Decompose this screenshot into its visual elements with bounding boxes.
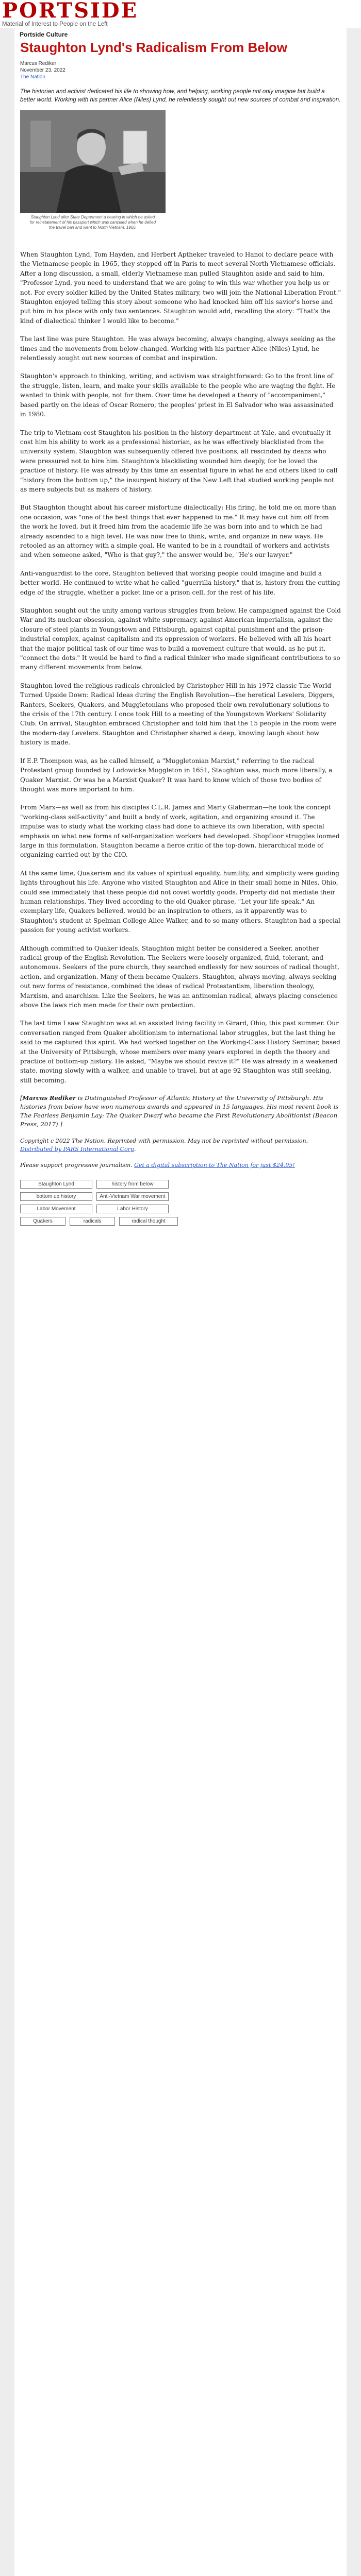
body-paragraph: The last time I saw Staughton was at an assisted living facility in Girard, Ohio, this past summer. Our conversation ranged from Quaker abolitionism to international labor struggles, but the last thing he said to me captured this spirit. We had worked together on the Working-Class History Seminar, based at the University of Pittsburgh, whose members over many years explored in depth the theory and practice of bottom-up history. He asked, "Maybe we should revive it?" He was already in a weakened state, moving slowly with a walker, and unable to travel, but at age 92 Staughton was still seeking, still becoming. [20,1020,340,1084]
body-paragraph: Staughton loved the religious radicals chronicled by Christopher Hill in his 1972 classic The World Turned Upside Down: Radical Ideas during the English Revolution—the heretical Levelers, Diggers, Ranters, Seekers, Quakers, and Muggletonians who proposed their own revolutionary solutions to the crisis of the 17th century. I once took Hill to a meeting of the Youngstown Workers' Solidarity Club. On arrival, Staughton embraced Christopher and told him that the 15 people in the room were the modern-day Levelers. Staughton and Christopher shared a deep, knowing laugh about how history is made. [20,682,337,747]
body-paragraph: Staughton's approach to thinking, writing, and activism was straightforward: Go to the front line of the struggle, listen, learn, and make your skills available to the people who are waging the fight. He wanted to think with people, not for them. Over time he developed a theory of "accompaniment," based partly on the ideas of Oscar Romero, the peoples' priest in El Salvador who was assassinated in 1980. [20,372,336,418]
body-paragraph: Staughton sought out the unity among various struggles from below. He campaigned against the Cold War and its nuclear obsession, against white supremacy, against American imperialism, against the closure of steel plants in Youngstown and Pittsburgh, against capital punishment and the prison-industrial complex, against capitalism and its oppression of workers. He believed with all his heart that the major political task of our time was to build a movement culture that would, as he put it, "connect the dots." It would be hard to find a radical thinker who made significant contributions to so many different movements from below. [20,607,341,671]
support-notice [20,1161,341,1170]
body-paragraph: The last line was pure Staughton. He was always becoming, always changing, always seeking as the times and the movements from below changed. Working with his partner Alice (Niles) Lynd, he relentlessly sought out new sources of combat and inspiration. [20,335,336,362]
tag-bottom-up-history[interactable]: bottom up history [20,1192,92,1201]
article-date: November 23, 2022 [20,67,65,73]
body-paragraph: Anti-vanguardist to the core, Staughton believed that working people could imagine and build a better world. He continued to write what he called "guerrilla history," that is, history from the cutting edge of the struggle, whether a picket line or a prison cell, for the rest of his life. [20,569,340,596]
tag-quakers[interactable]: Quakers [20,1217,65,1226]
article-photo [20,110,166,213]
tag-labor-history[interactable]: Labor History [96,1205,169,1213]
tag-list [20,1180,186,1226]
article-dek: The historian and activist dedicated his life to showing how, and helping, working people not only imagine but build a better world. Working with his partner Alice (Niles) Lynd, he relentlessly sought out new sources of combat and inspiration. [20,89,341,103]
article-photo-caption: Staughton Lynd after State Department a hearing in which he asked for reinstatement of his passport which was canceled when he defied the travel ban and went to North Vietnam, 1966. [29,215,156,230]
article-publication-link[interactable]: The Nation [20,74,45,80]
body-paragraph: When Staughton Lynd, Tom Hayden, and Herbert Aptheker traveled to Hanoi to declare peace with the Vietnamese people in 1965, they stopped off in Paris to meet several North Vietnamese officials. After a long discussion, a small, elderly Vietnamese man pulled Staughton aside and said to him, "Professor Lynd, you need to understand that we are going to win this war whether you help us or not. For every soldier killed by the United States military, two will join the National Liberation Front." Staughton enjoyed telling this story about someone who had knocked him off his savior's horse and put him in his place with only two sentences. Staughton would add, recalling the story: "That's the kind of dialectical thinker I would like to become." [20,251,341,325]
copyright-notice [20,1137,341,1153]
subscribe-link[interactable]: Get a digital subscription to The Nation for just $24.95! [134,1162,295,1169]
pars-link[interactable]: Distributed by PARS International Corp [20,1145,134,1153]
author-bio-name: Marcus Rediker [22,1094,76,1102]
tag-history-from-below[interactable]: history from below [96,1180,169,1189]
support-text: Please support progressive journalism. [20,1162,135,1169]
masthead-tagline: Material of Interest to People on the Left [2,21,108,27]
tag-labor-movement[interactable]: Labor Movement [20,1205,92,1213]
section-label: Portside Culture [20,31,68,38]
tag-radical-thought[interactable]: radical thought [119,1217,178,1226]
author-bio: [Marcus Rediker is Distinguished Professor of Atlantic History at the University of Pittsburgh. His histories from below have won numerous awards and appeared in 15 languages. His most recent book is The Fearless Benjamin Lay: The Quaker Dwarf who became the First Revolutionary Abolitionist (Beacon Press, 2017).] [20,1094,339,1128]
masthead [0,0,361,28]
body-paragraph: But Staughton thought about his career misfortune dialectically: His firing, he told me on more than one occasion, was "one of the best things that ever happened to me." It may have cut him off from the work he loved, but it freed him from the academic life he was born into and to which he had already ascended to a high level. He was now free to think, write, and organize in new ways. He retooled as an attorney with a simple goal. He wanted to be in a roundtail of workers and activists and when someone asked, "Who is that guy?," the answer would be, "He's our lawyer." [20,504,336,559]
tag-staughton-lynd[interactable]: Staughton Lynd [20,1180,92,1189]
masthead-logo[interactable]: PORTSIDE [2,0,138,23]
author-bio-text: is Distinguished Professor of Atlantic History at the University of Pittsburgh. His histories from below have won numerous awards and appeared in 15 languages. His most recent book is The Fearless Benjamin Lay: The Quaker Dwarf who became the First Revolutionary Abolitionist (Beacon Press, 2017). [20,1094,339,1128]
article-body [20,250,341,1085]
body-paragraph: The trip to Vietnam cost Staughton his position in the history department at Yale, and eventually it cost him his ability to work as a professional historian, as he was effectively blacklisted from the university system. Staughton was subsequently offered five positions, all rescinded by deans who were pressured not to hire him. Staughton's blacklisting wounded him deeply, for he loved the practice of history. He was already by this time an essential figure in what he and others liked to call "history from the bottom up," the insurgent history of the New Left that studied working people not as mere subjects but as makers of history. [20,429,338,493]
copyright-text: Copyright c 2022 The Nation. Reprinted with permission. May not be reprinted without permission. [20,1138,308,1145]
article-photo-block [20,110,166,230]
body-paragraph: If E.P. Thompson was, as he called himself, a "Muggletonian Marxist," referring to the radical Protestant group founded by Lodowicke Muggleton in 1651, Staughton was, much more liberally, a Quaker Marxist. Or was he a Marxist Quaker? It was hard to know which of those two bodies of thought was more important to him. [20,757,333,793]
tag-radicals[interactable]: radicals [70,1217,115,1226]
article-content [20,40,341,1226]
tag-anti-vietnam-war[interactable]: Anti-Vietnam War movement [96,1192,169,1201]
article-headline[interactable]: Staughton Lynd's Radicalism From Below [20,40,288,55]
copyright-suffix: . [134,1145,136,1153]
body-paragraph: From Marx—as well as from his disciples C.L.R. James and Marty Glaberman—he took the concept "working-class self-activity" and built a body of work, agitation, and organizing around it. The impulse was to study what the working class had done to achieve its own liberation, with special emphasis on what new forms of self-organization workers had developed. Shopfloor struggles loomed large in this formulation. Staughton became a fierce critic of the top-down, hierarchical mode of organizing carried out by the CIO. [20,804,340,859]
body-paragraph: Although committed to Quaker ideals, Staughton might better be considered a Seeker, another radical group of the English Revolution. The Seekers were loosely organized, fluid, tolerant, and autonomous. Seekers of the pure church, they searched endlessly for new sources of radical thought, action, and organization. Many of them became Quakers. Staughton, always moving, always seeking out new forms of resistance, combined the ideas of radical Protestantism, liberation theology, Marxism, and anarchism. Like the Seekers, he was an antinomian radical, always placing conscience above the laws rich men made for their own protection. [20,944,339,1009]
body-paragraph: At the same time, Quakerism and its values of spiritual equality, humility, and simplicity were guiding lights throughout his life. Anyone who visited Staughton and Alice in their small home in Niles, Ohio, could see immediately that these people did not covet worldly goods. Property did not mediate their human relationships. They lived according to the old Quaker phrase, "Let your life speak." An exemplary life, Quakers believed, would be an inspiration to others, as it apparently was to Staughton's student at Spelman College Alice Walker, and to so many others. Staughton had a special passion for young activist workers. [20,869,340,934]
article-author: Marcus Rediker [20,61,57,66]
article-meta [20,60,341,80]
